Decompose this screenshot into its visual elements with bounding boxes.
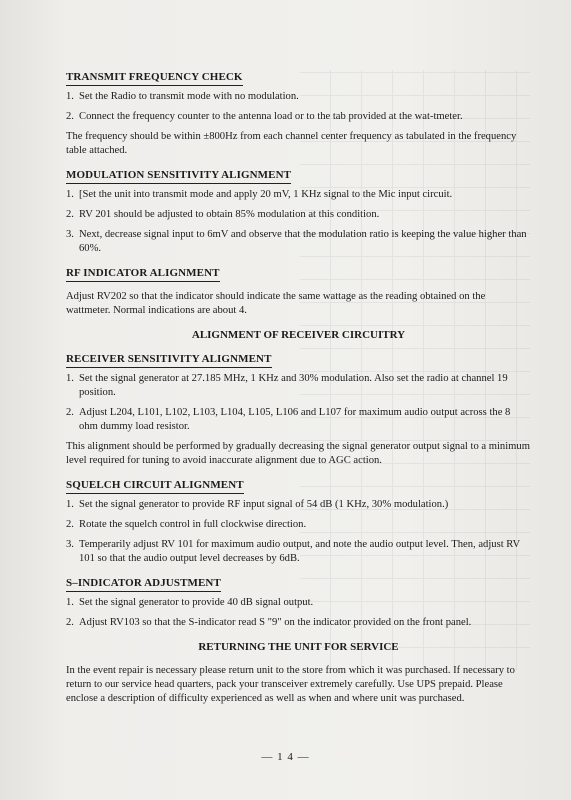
list-item: 2. Adjust L204, L101, L102, L103, L104, L105, L106 and L107 for maximum audio output across the 8 ohm dummy load resistor. [66, 407, 511, 432]
list-item: 1. Set the signal generator to provide RF input signal of 54 dB (1 KHz, 30% modulation.) [66, 499, 449, 510]
receiver-heading: RECEIVER SENSITIVITY ALIGNMENT [66, 352, 272, 368]
squelch-section [66, 478, 531, 566]
rf-heading: RF INDICATOR ALIGNMENT [66, 266, 220, 282]
list-item: 2. Rotate the squelch control in full clockwise direction. [66, 519, 307, 530]
returning-heading: RETURNING THE UNIT FOR SERVICE [198, 641, 399, 653]
list-item: 1. Set the signal generator to provide 40 dB signal output. [66, 597, 314, 608]
list-item: 1. Set the signal generator at 27.185 MHz, 1 KHz and 30% modulation. Also set the radio at channel 19 position. [66, 373, 508, 398]
list-item: 3. Next, decrease signal input to 6mV and observe that the modulation ratio is keeping the value higher than 60%. [66, 229, 527, 254]
transmit-note: The frequency should be within ±800Hz from each channel center frequency as tabulated in the frequency table attached. [66, 131, 517, 156]
receiver-section [66, 352, 531, 468]
modulation-heading: MODULATION SENSITIVITY ALIGNMENT [66, 168, 291, 184]
modulation-steps [66, 188, 531, 256]
modulation-section [66, 168, 531, 256]
list-item: 2. Adjust RV103 so that the S-indicator read S "9" on the indicator provided on the front panel. [66, 617, 472, 628]
rf-note: Adjust RV202 so that the indicator should indicate the same wattage as the reading obtained on the wattmeter. Normal indications are about 4. [66, 291, 486, 316]
list-item: 2. Connect the frequency counter to the antenna load or to the tab provided at the wat-tmeter. [66, 111, 463, 122]
page-number: — 1 4 — [261, 751, 310, 763]
squelch-steps [66, 498, 531, 566]
s-indicator-heading: S–INDICATOR ADJUSTMENT [66, 576, 221, 592]
transmit-heading: TRANSMIT FREQUENCY CHECK [66, 70, 243, 86]
list-item: 3. Temperarily adjust RV 101 for maximum audio output, and note the audio output level. Then, adjust RV 101 so that the audio output level decreases by 6dB. [66, 539, 520, 564]
list-item: 1. [Set the unit into transmit mode and apply 20 mV, 1 KHz signal to the Mic input circuit. [66, 189, 453, 200]
receiver-note: This alignment should be performed by gradually decreasing the signal generator output signal to a minimum level required for tuning to avoid inaccurate alignment due to AGC action. [66, 441, 530, 466]
receiver-steps [66, 372, 531, 434]
s-indicator-section [66, 576, 531, 630]
list-item: 2. RV 201 should be adjusted to obtain 85% modulation at this condition. [66, 209, 380, 220]
transmit-steps [66, 90, 531, 124]
s-indicator-steps [66, 596, 531, 630]
rf-section [66, 266, 531, 318]
squelch-heading: SQUELCH CIRCUIT ALIGNMENT [66, 478, 244, 494]
returning-note: In the event repair is necessary please return unit to the store from which it was purchased. If necessary to return to our service head quarters, pack your transceiver extremely carefully. Use UPS prepaid. Please enclose a description of difficulty experienced as well as when and where unit was purchased. [66, 665, 515, 704]
list-item: 1. Set the Radio to transmit mode with no modulation. [66, 91, 299, 102]
receiver-circuitry-heading: ALIGNMENT OF RECEIVER CIRCUITRY [191, 329, 406, 341]
transmit-section [66, 70, 531, 158]
